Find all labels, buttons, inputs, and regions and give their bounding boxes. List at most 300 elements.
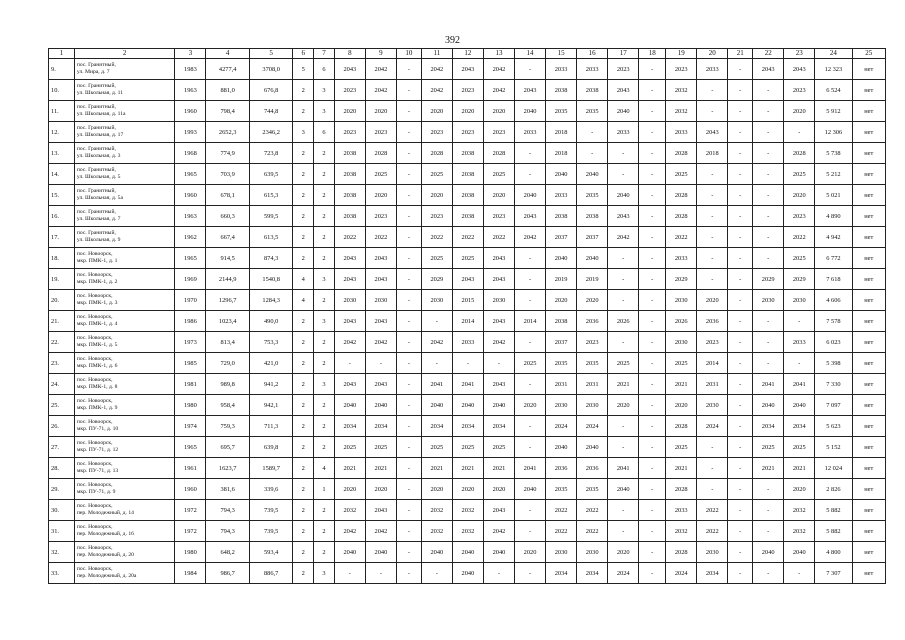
- table-cell: -: [639, 143, 666, 164]
- table-cell: 2034: [365, 416, 396, 437]
- table-cell: 881,0: [206, 80, 250, 101]
- table-cell: нет: [852, 458, 885, 479]
- table-cell: 2033: [666, 122, 697, 143]
- table-cell: -: [396, 542, 421, 563]
- table-cell: 2021: [483, 458, 514, 479]
- column-header: 14: [515, 49, 546, 59]
- table-cell: 1961: [175, 458, 206, 479]
- table-cell: 2024: [666, 563, 697, 584]
- table-cell: 2020: [421, 185, 452, 206]
- table-cell: 4 800: [815, 542, 852, 563]
- table-cell: 2: [314, 332, 335, 353]
- table-cell: 2: [314, 395, 335, 416]
- table-cell: 2043: [334, 269, 365, 290]
- address-cell: пос. Гранитный, ул. Школьная, д. 7: [74, 206, 174, 227]
- table-cell: -: [396, 353, 421, 374]
- table-cell: 2035: [577, 101, 608, 122]
- table-cell: 2033: [697, 59, 728, 80]
- table-cell: 1973: [175, 332, 206, 353]
- table-cell: 639,5: [249, 164, 293, 185]
- table-cell: -: [639, 416, 666, 437]
- table-cell: 2: [314, 206, 335, 227]
- table-cell: -: [728, 416, 753, 437]
- table-cell: 2025: [666, 353, 697, 374]
- table-cell: -: [396, 437, 421, 458]
- table-cell: 2041: [421, 374, 452, 395]
- table-cell: 2033: [666, 248, 697, 269]
- table-cell: 1985: [175, 353, 206, 374]
- table-cell: 2043: [334, 311, 365, 332]
- table-cell: -: [728, 269, 753, 290]
- table-cell: -: [753, 521, 784, 542]
- table-cell: 2020: [365, 479, 396, 500]
- table-cell: 2040: [577, 164, 608, 185]
- table-cell: 2034: [784, 416, 815, 437]
- table-cell: 2033: [666, 500, 697, 521]
- table-cell: -: [334, 563, 365, 584]
- table-cell: -: [515, 374, 546, 395]
- table-cell: 1983: [175, 59, 206, 80]
- table-cell: 5 212: [815, 164, 852, 185]
- table-cell: -: [608, 164, 639, 185]
- table-cell: 2: [293, 374, 314, 395]
- table-cell: 2042: [365, 332, 396, 353]
- table-cell: -: [515, 59, 546, 80]
- table-cell: -: [639, 122, 666, 143]
- table-cell: 660,3: [206, 206, 250, 227]
- row-number-cell: 23.: [49, 353, 75, 374]
- table-cell: 2022: [483, 227, 514, 248]
- column-header: 16: [577, 49, 608, 59]
- table-cell: 7 578: [815, 311, 852, 332]
- table-cell: 1972: [175, 521, 206, 542]
- table-cell: -: [753, 185, 784, 206]
- table-cell: 2036: [577, 311, 608, 332]
- table-cell: 3: [314, 311, 335, 332]
- table-cell: 2043: [483, 269, 514, 290]
- table-row: [49, 143, 886, 164]
- table-row: [49, 248, 886, 269]
- table-cell: 2023: [784, 80, 815, 101]
- column-header: 5: [249, 49, 293, 59]
- table-cell: 2041: [515, 458, 546, 479]
- address-cell: пос. Гранитный, ул. Школьная, д. 5: [74, 164, 174, 185]
- table-cell: -: [753, 80, 784, 101]
- table-cell: -: [639, 269, 666, 290]
- table-cell: 2042: [483, 80, 514, 101]
- table-cell: -: [396, 311, 421, 332]
- table-cell: 12 024: [815, 458, 852, 479]
- table-cell: -: [639, 458, 666, 479]
- table-cell: 613,5: [249, 227, 293, 248]
- table-cell: нет: [852, 227, 885, 248]
- table-cell: -: [452, 353, 483, 374]
- table-cell: -: [515, 521, 546, 542]
- table-cell: 2020: [365, 185, 396, 206]
- table-cell: -: [608, 269, 639, 290]
- row-number-cell: 29.: [49, 479, 75, 500]
- table-cell: 2043: [483, 248, 514, 269]
- table-cell: 2034: [577, 563, 608, 584]
- table-cell: 2: [314, 248, 335, 269]
- table-cell: -: [608, 290, 639, 311]
- table-cell: -: [396, 101, 421, 122]
- address-cell: пос. Новоорск, пер. Молодежный, д. 20а: [74, 563, 174, 584]
- table-cell: 2038: [334, 143, 365, 164]
- column-header: 19: [666, 49, 697, 59]
- table-cell: 2042: [483, 521, 514, 542]
- table-cell: 2020: [452, 101, 483, 122]
- address-cell: пос. Новоорск, мкр. ПМК-1, д. 3: [74, 290, 174, 311]
- table-cell: 2: [314, 353, 335, 374]
- table-cell: -: [334, 353, 365, 374]
- table-cell: -: [639, 395, 666, 416]
- table-cell: 2040: [483, 395, 514, 416]
- table-cell: -: [753, 143, 784, 164]
- table-cell: 2035: [577, 479, 608, 500]
- table-cell: -: [728, 500, 753, 521]
- table-cell: -: [728, 227, 753, 248]
- table-cell: 2025: [784, 248, 815, 269]
- table-cell: 2025: [515, 353, 546, 374]
- table-cell: 2040: [608, 101, 639, 122]
- row-number-cell: 30.: [49, 500, 75, 521]
- table-cell: 2040: [483, 542, 514, 563]
- column-header: 9: [365, 49, 396, 59]
- table-cell: -: [753, 500, 784, 521]
- table-cell: 2040: [608, 479, 639, 500]
- table-cell: 2025: [784, 164, 815, 185]
- table-cell: 2033: [452, 332, 483, 353]
- table-cell: 2037: [546, 227, 577, 248]
- table-cell: 2043: [334, 59, 365, 80]
- table-cell: 2 826: [815, 479, 852, 500]
- table-cell: 648,2: [206, 542, 250, 563]
- table-cell: 1980: [175, 542, 206, 563]
- table-cell: 2043: [452, 269, 483, 290]
- table-cell: 2020: [421, 101, 452, 122]
- table-cell: 2028: [483, 143, 514, 164]
- table-cell: -: [396, 374, 421, 395]
- table-cell: -: [728, 122, 753, 143]
- table-cell: -: [396, 416, 421, 437]
- table-cell: 4 606: [815, 290, 852, 311]
- table-cell: 2037: [577, 227, 608, 248]
- table-cell: нет: [852, 542, 885, 563]
- table-cell: -: [753, 206, 784, 227]
- table-cell: -: [639, 290, 666, 311]
- table-cell: 1969: [175, 269, 206, 290]
- table-cell: 678,1: [206, 185, 250, 206]
- table-cell: 2038: [452, 206, 483, 227]
- table-row: [49, 227, 886, 248]
- table-cell: 2: [293, 416, 314, 437]
- table-cell: -: [728, 206, 753, 227]
- table-cell: 711,3: [249, 416, 293, 437]
- table-cell: -: [515, 164, 546, 185]
- table-cell: 3: [314, 269, 335, 290]
- table-cell: 2029: [666, 269, 697, 290]
- table-cell: 2030: [697, 542, 728, 563]
- table-cell: 5: [293, 59, 314, 80]
- table-cell: 2020: [784, 479, 815, 500]
- table-cell: -: [728, 353, 753, 374]
- row-number-cell: 28.: [49, 458, 75, 479]
- table-cell: 2037: [546, 332, 577, 353]
- table-cell: 2040: [577, 248, 608, 269]
- table-cell: нет: [852, 59, 885, 80]
- column-header: 4: [206, 49, 250, 59]
- table-cell: -: [515, 248, 546, 269]
- table-cell: 2020: [452, 479, 483, 500]
- table-cell: нет: [852, 269, 885, 290]
- table-cell: 4 942: [815, 227, 852, 248]
- table-cell: 2018: [546, 122, 577, 143]
- table-cell: -: [608, 500, 639, 521]
- table-cell: -: [639, 353, 666, 374]
- table-cell: 2030: [334, 290, 365, 311]
- table-row: [49, 164, 886, 185]
- table-cell: 4: [293, 290, 314, 311]
- table-cell: 4: [314, 458, 335, 479]
- table-cell: нет: [852, 563, 885, 584]
- table-cell: 739,5: [249, 500, 293, 521]
- table-cell: 2028: [666, 542, 697, 563]
- table-cell: 2043: [452, 59, 483, 80]
- table-cell: нет: [852, 248, 885, 269]
- table-cell: 2021: [784, 458, 815, 479]
- column-header: 23: [784, 49, 815, 59]
- table-cell: 2025: [452, 248, 483, 269]
- address-cell: пос. Новоорск, мкр. ПМК-1, д. 8: [74, 374, 174, 395]
- table-cell: -: [639, 311, 666, 332]
- table-cell: 593,4: [249, 542, 293, 563]
- table-cell: 5 398: [815, 353, 852, 374]
- table-cell: 2043: [365, 311, 396, 332]
- table-cell: 2028: [666, 479, 697, 500]
- table-cell: -: [728, 395, 753, 416]
- table-cell: 2033: [546, 59, 577, 80]
- table-cell: 3: [314, 563, 335, 584]
- table-cell: 2038: [546, 206, 577, 227]
- table-cell: 2023: [666, 59, 697, 80]
- table-cell: -: [421, 311, 452, 332]
- table-cell: нет: [852, 185, 885, 206]
- table-cell: 2043: [753, 59, 784, 80]
- table-cell: 2021: [421, 458, 452, 479]
- table-cell: 2040: [753, 542, 784, 563]
- table-cell: 2023: [784, 206, 815, 227]
- table-cell: 2043: [515, 206, 546, 227]
- address-cell: пос. Новоорск, мкр. ПУ-71, д. 10: [74, 416, 174, 437]
- table-cell: 1: [314, 479, 335, 500]
- table-cell: 2043: [334, 374, 365, 395]
- table-row: [49, 332, 886, 353]
- table-cell: -: [639, 101, 666, 122]
- table-cell: 1960: [175, 101, 206, 122]
- row-number-cell: 25.: [49, 395, 75, 416]
- table-cell: 2: [293, 101, 314, 122]
- table-cell: 2: [314, 227, 335, 248]
- table-cell: 2042: [421, 59, 452, 80]
- table-cell: -: [608, 143, 639, 164]
- table-cell: -: [728, 101, 753, 122]
- table-cell: 2030: [666, 290, 697, 311]
- table-cell: 2: [293, 542, 314, 563]
- table-cell: 1965: [175, 164, 206, 185]
- table-cell: -: [639, 437, 666, 458]
- table-cell: 2025: [365, 437, 396, 458]
- table-cell: 2042: [515, 227, 546, 248]
- table-cell: -: [753, 101, 784, 122]
- address-cell: пос. Гранитный, ул. Школьная, д. 5а: [74, 185, 174, 206]
- table-row: [49, 122, 886, 143]
- table-cell: 723,8: [249, 143, 293, 164]
- table-cell: 2018: [546, 143, 577, 164]
- table-cell: 2040: [421, 395, 452, 416]
- table-cell: 3: [314, 80, 335, 101]
- table-cell: 1023,4: [206, 311, 250, 332]
- address-cell: пос. Гранитный, ул. Школьная, д. 11: [74, 80, 174, 101]
- table-cell: -: [639, 206, 666, 227]
- table-row: [49, 563, 886, 584]
- table-cell: -: [639, 227, 666, 248]
- column-header: 8: [334, 49, 365, 59]
- table-cell: 2: [293, 437, 314, 458]
- table-cell: 1993: [175, 122, 206, 143]
- table-cell: 2021: [365, 458, 396, 479]
- table-cell: 2043: [608, 80, 639, 101]
- table-cell: -: [753, 332, 784, 353]
- table-cell: -: [753, 164, 784, 185]
- row-number-cell: 26.: [49, 416, 75, 437]
- table-cell: 2030: [753, 290, 784, 311]
- table-cell: 2030: [784, 290, 815, 311]
- row-number-cell: 18.: [49, 248, 75, 269]
- table-cell: 490,0: [249, 311, 293, 332]
- table-cell: 2040: [515, 479, 546, 500]
- table-cell: 794,3: [206, 500, 250, 521]
- table-cell: -: [697, 248, 728, 269]
- table-cell: -: [728, 59, 753, 80]
- table-cell: 886,7: [249, 563, 293, 584]
- table-cell: -: [728, 521, 753, 542]
- table-cell: 798,4: [206, 101, 250, 122]
- table-cell: нет: [852, 416, 885, 437]
- row-number-cell: 20.: [49, 290, 75, 311]
- table-cell: 2028: [666, 416, 697, 437]
- table-cell: 2025: [452, 437, 483, 458]
- table-cell: 2025: [608, 353, 639, 374]
- table-cell: 1965: [175, 248, 206, 269]
- table-cell: -: [728, 80, 753, 101]
- table-cell: 729,0: [206, 353, 250, 374]
- address-cell: пос. Новоорск, мкр. ПМК-1, д. 4: [74, 311, 174, 332]
- table-cell: 2040: [784, 395, 815, 416]
- table-cell: 2033: [577, 59, 608, 80]
- table-cell: 759,3: [206, 416, 250, 437]
- table-cell: 2033: [546, 185, 577, 206]
- housing-register-table: [48, 48, 886, 584]
- table-cell: -: [396, 164, 421, 185]
- table-cell: 2034: [421, 416, 452, 437]
- table-cell: нет: [852, 290, 885, 311]
- row-number-cell: 17.: [49, 227, 75, 248]
- table-cell: 2652,3: [206, 122, 250, 143]
- table-row: [49, 458, 886, 479]
- table-row: [49, 101, 886, 122]
- table-cell: -: [639, 59, 666, 80]
- table-cell: -: [396, 290, 421, 311]
- table-cell: 2032: [421, 521, 452, 542]
- address-cell: пос. Новоорск, пер. Молодежный, д. 14: [74, 500, 174, 521]
- table-cell: -: [639, 500, 666, 521]
- table-cell: 2023: [452, 122, 483, 143]
- table-cell: 2042: [421, 80, 452, 101]
- address-cell: пос. Гранитный, ул. Школьная, д. 17: [74, 122, 174, 143]
- table-row: [49, 59, 886, 80]
- table-cell: 2020: [483, 479, 514, 500]
- table-cell: -: [483, 563, 514, 584]
- table-cell: -: [421, 353, 452, 374]
- table-cell: 2043: [483, 311, 514, 332]
- table-cell: 2032: [784, 500, 815, 521]
- table-cell: 2: [293, 563, 314, 584]
- table-cell: -: [396, 185, 421, 206]
- table-cell: 2022: [452, 227, 483, 248]
- column-header: 20: [697, 49, 728, 59]
- table-cell: 2025: [421, 164, 452, 185]
- table-cell: -: [697, 227, 728, 248]
- column-header: 11: [421, 49, 452, 59]
- table-cell: 2036: [546, 458, 577, 479]
- table-cell: -: [396, 80, 421, 101]
- table-cell: 2032: [784, 521, 815, 542]
- table-cell: 2020: [546, 290, 577, 311]
- address-cell: пос. Новоорск, пер. Молодежный, д. 20: [74, 542, 174, 563]
- table-row: [49, 521, 886, 542]
- table-cell: 1981: [175, 374, 206, 395]
- row-number-cell: 22.: [49, 332, 75, 353]
- table-cell: 2040: [608, 185, 639, 206]
- table-cell: 2040: [546, 248, 577, 269]
- table-cell: -: [728, 563, 753, 584]
- table-cell: 2038: [334, 164, 365, 185]
- table-cell: 2040: [452, 542, 483, 563]
- table-cell: 2032: [334, 500, 365, 521]
- table-cell: 2025: [666, 437, 697, 458]
- table-cell: -: [396, 395, 421, 416]
- table-cell: 2043: [515, 80, 546, 101]
- address-cell: пос. Гранитный, ул. Школьная, д. 3: [74, 143, 174, 164]
- table-cell: 2020: [334, 479, 365, 500]
- column-number-row: [49, 49, 886, 59]
- table-cell: 2035: [577, 353, 608, 374]
- table-row: [49, 80, 886, 101]
- table-cell: 2043: [697, 122, 728, 143]
- table-cell: 2023: [697, 332, 728, 353]
- table-cell: нет: [852, 143, 885, 164]
- table-cell: -: [697, 164, 728, 185]
- table-cell: 2015: [452, 290, 483, 311]
- table-cell: -: [753, 227, 784, 248]
- table-cell: 2020: [421, 479, 452, 500]
- table-cell: 2032: [452, 521, 483, 542]
- table-cell: нет: [852, 374, 885, 395]
- table-cell: 2022: [546, 521, 577, 542]
- table-row: [49, 185, 886, 206]
- table-cell: 2025: [753, 437, 784, 458]
